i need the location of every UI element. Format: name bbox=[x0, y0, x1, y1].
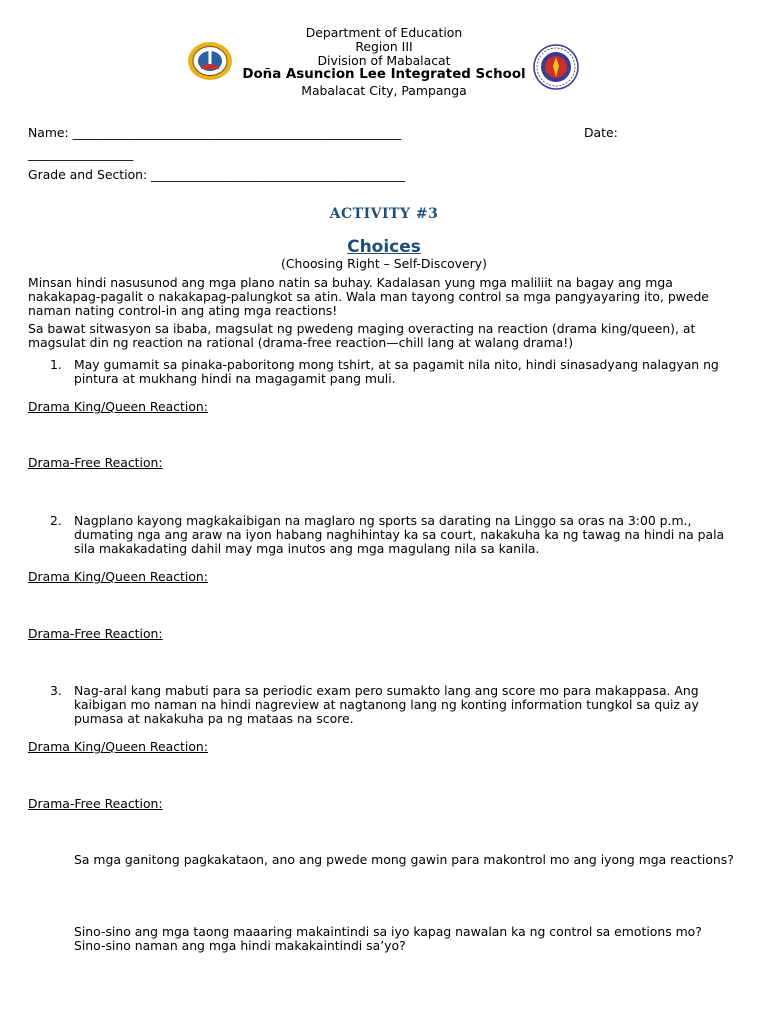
item-number: 3. bbox=[50, 683, 62, 698]
department-name: Department of Education bbox=[305, 25, 463, 40]
region-name: Region III bbox=[355, 39, 413, 54]
drama-free-reaction-label: Drama-Free Reaction: bbox=[28, 626, 163, 641]
date-field[interactable]: _________________ bbox=[28, 146, 134, 161]
school-name: Doña Asuncion Lee Integrated School bbox=[242, 67, 526, 82]
date-label: Date: bbox=[584, 125, 618, 140]
item-number: 1. bbox=[50, 357, 62, 372]
item-number: 2. bbox=[50, 513, 62, 528]
reflection-question: Sa mga ganitong pagkakataon, ano ang pwede mong gawin para makontrol mo ang iyong mga reactions? bbox=[74, 852, 734, 867]
grade-section-field[interactable]: Grade and Section: _________________________________________ bbox=[28, 167, 406, 182]
school-city: Mabalacat City, Pampanga bbox=[301, 83, 467, 98]
drama-free-reaction-label: Drama-Free Reaction: bbox=[28, 455, 163, 470]
situation-text: May gumamit sa pinaka-paboritong mong tshirt, at sa pagamit nila nito, hindi sinasadyang nalagyan ng pintura at mukhang hindi na magagamit pang muli. bbox=[74, 357, 719, 386]
drama-reaction-label: Drama King/Queen Reaction: bbox=[28, 569, 208, 584]
drama-reaction-label: Drama King/Queen Reaction: bbox=[28, 399, 208, 414]
page-title: Choices bbox=[347, 237, 421, 257]
activity-title: ACTIVITY #3 bbox=[329, 206, 439, 222]
situation-text: Nagplano kayong magkakaibigan na maglaro ng sports sa darating na Linggo sa oras na 3:00 p.m., dumating nga ang araw na iyon habang naghihintay ka sa court, nakakuha ka ng tawag na hindi na pala sila makakadating dahil may mga inutos ang mga magulang nila sa kanila. bbox=[74, 513, 725, 556]
situation-text: Nag-aral kang mabuti para sa periodic exam pero sumakto lang ang score mo para makappasa. Ang kaibigan mo naman na hindi nagreview at nagtanong lang ng konting information tungkol sa quiz ay pumasa at nakakuha pa ng mataas na score. bbox=[74, 683, 699, 726]
instruction-paragraph: Sa bawat sitwasyon sa ibaba, magsulat ng pwedeng maging overacting na reaction (drama king/queen), at magsulat din ng reaction na rational (drama-free reaction—chill lang at walang drama!) bbox=[28, 321, 696, 350]
drama-free-reaction-label: Drama-Free Reaction: bbox=[28, 796, 163, 811]
division-name: Division of Mabalacat bbox=[317, 53, 451, 68]
drama-reaction-label: Drama King/Queen Reaction: bbox=[28, 739, 208, 754]
intro-paragraph: Minsan hindi nasusunod ang mga plano natin sa buhay. Kadalasan yung mga maliliit na bagay ang mga nakakapag-pagalit o nakakapag-palungkot sa atin. Wala man tayong control sa mga pangyayaring ito, pwede naman nating control-in ang ating mga reactions! bbox=[28, 275, 709, 318]
reflection-question: Sino-sino ang mga taong maaaring makaintindi sa iyo kapag nawalan ka ng control sa emotions mo? Sino-sino naman ang mga hindi makakaintindi sa’yo? bbox=[74, 924, 702, 953]
subtitle: (Choosing Right – Self-Discovery) bbox=[281, 256, 487, 271]
name-field[interactable]: Name: _____________________________________________________ bbox=[28, 125, 402, 140]
